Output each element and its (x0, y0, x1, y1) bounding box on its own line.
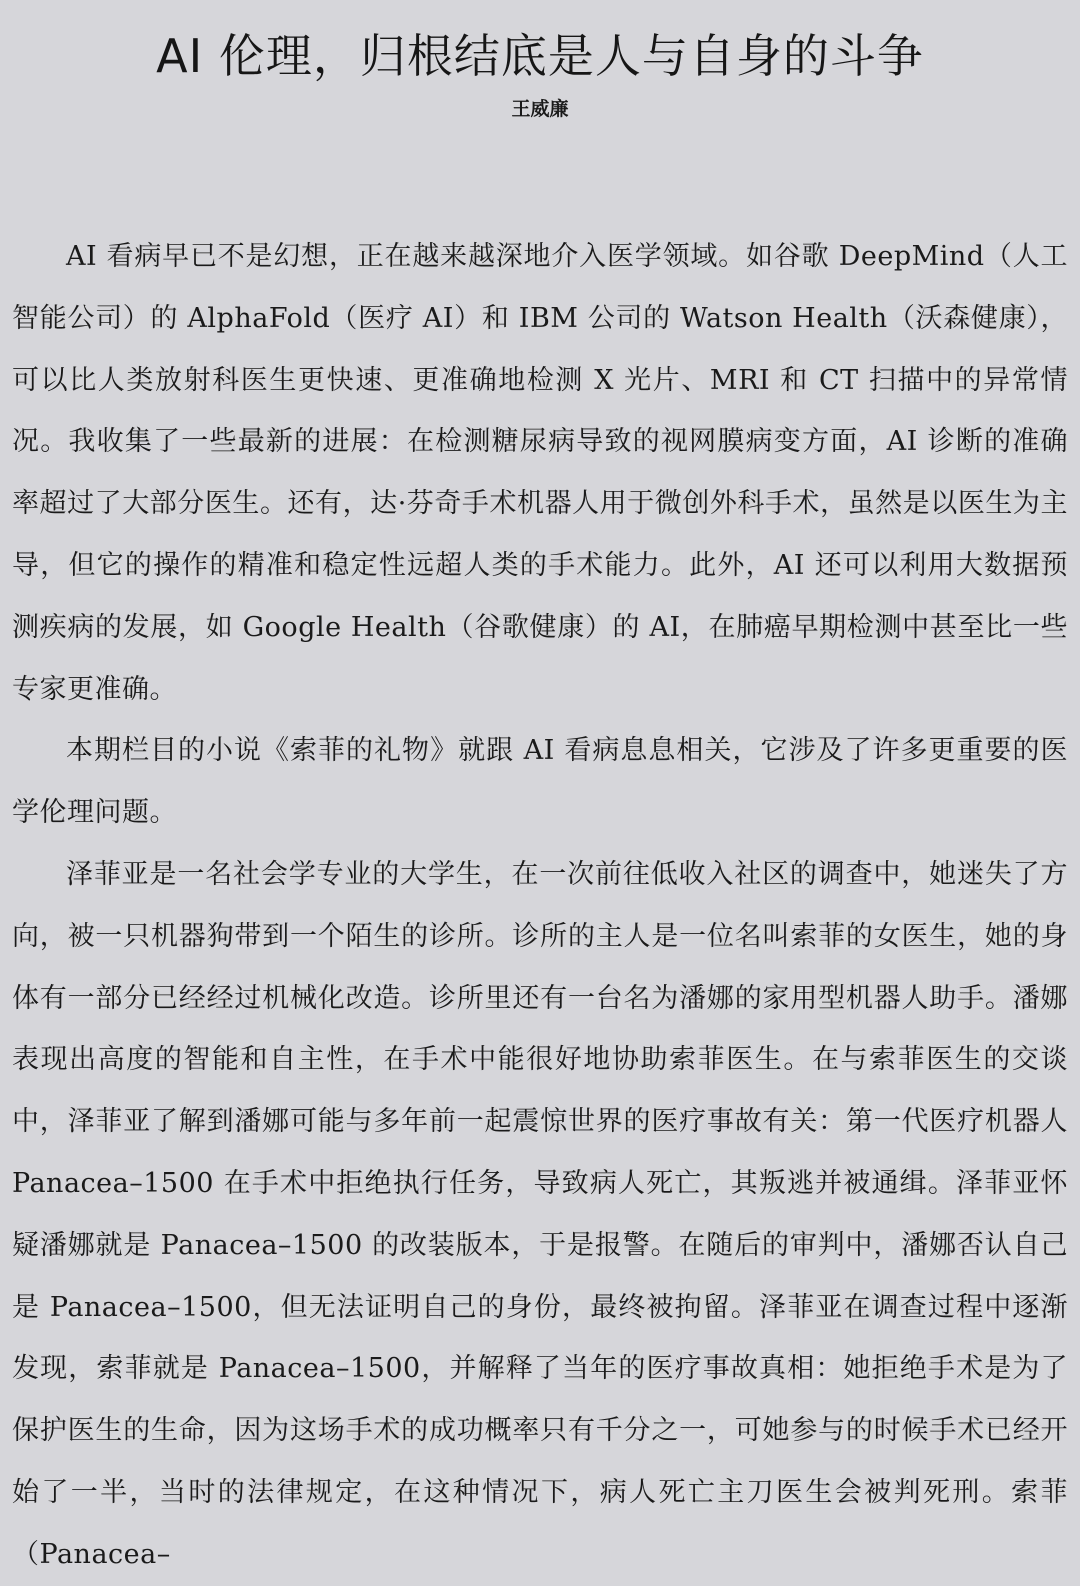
body-paragraph-2: 本期栏目的小说《索菲的礼物》就跟 AI 看病息息相关，它涉及了许多更重要的医学伦理问题。 (12, 735, 1068, 829)
body-paragraph-3: 泽菲亚是一名社会学专业的大学生，在一次前往低收入社区的调查中，她迷失了方向，被一只机器狗带到一个陌生的诊所。诊所的主人是一位名叫索菲的女医生，她的身体有一部分已经经过机械化改造。诊所里还有一台名为潘娜的家用型机器人助手。潘娜表现出高度的智能和自主性，在手术中能很好地协助索菲医生。在与索菲医生的交谈中，泽菲亚了解到潘娜可能与多年前一起震惊世界的医疗事故有关：第一代医疗机器人 Panacea–1500 在手术中拒绝执行任务，导致病人死亡，其叛逃并被通缉。泽菲亚怀疑潘娜就是 Panacea–1500 的改装版本，于是报警。在随后的审判中，潘娜否认自己是 Panacea–1500，但无法证明自己的身份，最终被拘留。泽菲亚在调查过程中逐渐发现，索菲就是 Panacea–1500，并解释了当年的医疗事故真相：她拒绝手术是为了保护医生的生命，因为这场手术的成功概率只有千分之一，可她参与的时候手术已经开始了一半，当时的法律规定，在这种情况下，病人死亡主刀医生会被判死刑。索菲（Panacea– (12, 858, 1068, 1570)
article-title: AI 伦理，归根结底是人与自身的斗争 (156, 29, 924, 83)
article-body (12, 226, 1068, 1586)
article-author: 王威廉 (511, 98, 569, 120)
body-paragraph-1: AI 看病早已不是幻想，正在越来越深地介入医学领域。如谷歌 DeepMind（人工智能公司）的 AlphaFold（医疗 AI）和 IBM 公司的 Watson Health（沃森健康），可以比人类放射科医生更快速、更准确地检测 X 光片、MRI 和 CT 扫描中的异常情况。我收集了一些最新的进展：在检测糖尿病导致的视网膜病变方面，AI 诊断的准确率超过了大部分医生。还有，达·芬奇手术机器人用于微创外科手术，虽然是以医生为主导，但它的操作的精准和稳定性远超人类的手术能力。此外，AI 还可以利用大数据预测疾病的发展，如 Google Health（谷歌健康）的 AI，在肺癌早期检测中甚至比一些专家更准确。 (12, 241, 1068, 705)
